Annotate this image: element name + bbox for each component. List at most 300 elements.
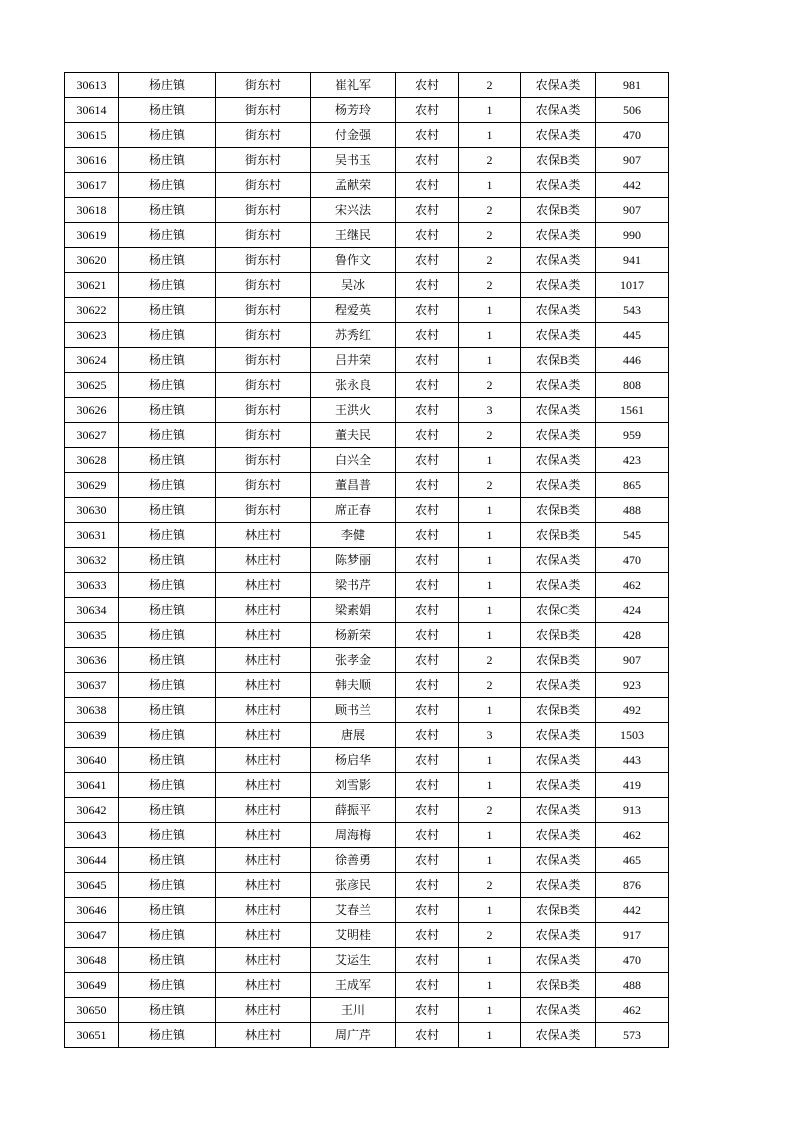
cell-count: 1 — [459, 773, 521, 798]
cell-id: 30614 — [65, 98, 119, 123]
cell-residence: 农村 — [396, 648, 459, 673]
cell-count: 1 — [459, 623, 521, 648]
cell-amount: 876 — [596, 873, 669, 898]
cell-town: 杨庄镇 — [119, 73, 216, 98]
cell-town: 杨庄镇 — [119, 823, 216, 848]
table-row — [65, 823, 669, 848]
cell-residence: 农村 — [396, 973, 459, 998]
table-row — [65, 473, 669, 498]
cell-count: 2 — [459, 473, 521, 498]
cell-amount: 808 — [596, 373, 669, 398]
cell-name: 董昌普 — [311, 473, 396, 498]
cell-town: 杨庄镇 — [119, 523, 216, 548]
cell-category: 农保A类 — [521, 748, 596, 773]
cell-name: 张永良 — [311, 373, 396, 398]
cell-name: 王洪火 — [311, 398, 396, 423]
cell-town: 杨庄镇 — [119, 773, 216, 798]
cell-name: 王成军 — [311, 973, 396, 998]
cell-village: 林庄村 — [216, 623, 311, 648]
cell-category: 农保A类 — [521, 548, 596, 573]
cell-town: 杨庄镇 — [119, 198, 216, 223]
cell-residence: 农村 — [396, 698, 459, 723]
cell-category: 农保A类 — [521, 298, 596, 323]
cell-amount: 470 — [596, 948, 669, 973]
cell-name: 陈梦丽 — [311, 548, 396, 573]
cell-count: 2 — [459, 198, 521, 223]
cell-name: 周广芹 — [311, 1023, 396, 1048]
cell-category: 农保A类 — [521, 223, 596, 248]
table-row — [65, 523, 669, 548]
cell-count: 2 — [459, 273, 521, 298]
table-row — [65, 873, 669, 898]
cell-id: 30618 — [65, 198, 119, 223]
table-row — [65, 123, 669, 148]
cell-category: 农保B类 — [521, 498, 596, 523]
cell-count: 1 — [459, 348, 521, 373]
cell-village: 林庄村 — [216, 523, 311, 548]
table-row — [65, 723, 669, 748]
cell-town: 杨庄镇 — [119, 1023, 216, 1048]
cell-amount: 941 — [596, 248, 669, 273]
cell-residence: 农村 — [396, 173, 459, 198]
cell-residence: 农村 — [396, 298, 459, 323]
cell-count: 1 — [459, 98, 521, 123]
cell-name: 白兴全 — [311, 448, 396, 473]
cell-id: 30630 — [65, 498, 119, 523]
cell-name: 程爱英 — [311, 298, 396, 323]
cell-id: 30626 — [65, 398, 119, 423]
cell-town: 杨庄镇 — [119, 173, 216, 198]
cell-amount: 445 — [596, 323, 669, 348]
cell-amount: 423 — [596, 448, 669, 473]
cell-village: 街东村 — [216, 73, 311, 98]
cell-residence: 农村 — [396, 498, 459, 523]
cell-village: 街东村 — [216, 498, 311, 523]
cell-name: 吕井荣 — [311, 348, 396, 373]
cell-id: 30646 — [65, 898, 119, 923]
table-row — [65, 398, 669, 423]
cell-name: 付金强 — [311, 123, 396, 148]
cell-name: 吴冰 — [311, 273, 396, 298]
cell-town: 杨庄镇 — [119, 598, 216, 623]
table-row — [65, 373, 669, 398]
cell-residence: 农村 — [396, 1023, 459, 1048]
cell-id: 30616 — [65, 148, 119, 173]
cell-name: 苏秀红 — [311, 323, 396, 348]
cell-id: 30613 — [65, 73, 119, 98]
cell-village: 街东村 — [216, 198, 311, 223]
cell-amount: 981 — [596, 73, 669, 98]
table-row — [65, 623, 669, 648]
table-row — [65, 898, 669, 923]
cell-town: 杨庄镇 — [119, 148, 216, 173]
cell-town: 杨庄镇 — [119, 573, 216, 598]
cell-amount: 462 — [596, 823, 669, 848]
cell-village: 林庄村 — [216, 723, 311, 748]
cell-town: 杨庄镇 — [119, 748, 216, 773]
table-row — [65, 948, 669, 973]
cell-name: 杨芳玲 — [311, 98, 396, 123]
cell-village: 街东村 — [216, 323, 311, 348]
cell-count: 1 — [459, 973, 521, 998]
cell-village: 林庄村 — [216, 898, 311, 923]
cell-id: 30625 — [65, 373, 119, 398]
cell-town: 杨庄镇 — [119, 98, 216, 123]
cell-id: 30639 — [65, 723, 119, 748]
cell-category: 农保B类 — [521, 523, 596, 548]
cell-category: 农保A类 — [521, 573, 596, 598]
cell-count: 1 — [459, 848, 521, 873]
cell-amount: 465 — [596, 848, 669, 873]
cell-name: 鲁作文 — [311, 248, 396, 273]
table-row — [65, 248, 669, 273]
cell-residence: 农村 — [396, 273, 459, 298]
cell-village: 林庄村 — [216, 698, 311, 723]
table-row — [65, 423, 669, 448]
cell-residence: 农村 — [396, 623, 459, 648]
cell-amount: 917 — [596, 923, 669, 948]
cell-category: 农保A类 — [521, 373, 596, 398]
cell-village: 林庄村 — [216, 598, 311, 623]
cell-id: 30635 — [65, 623, 119, 648]
cell-name: 杨启华 — [311, 748, 396, 773]
cell-town: 杨庄镇 — [119, 323, 216, 348]
cell-amount: 470 — [596, 123, 669, 148]
cell-town: 杨庄镇 — [119, 948, 216, 973]
cell-count: 2 — [459, 148, 521, 173]
table-row — [65, 648, 669, 673]
cell-count: 2 — [459, 648, 521, 673]
cell-amount: 419 — [596, 773, 669, 798]
cell-category: 农保A类 — [521, 173, 596, 198]
cell-village: 林庄村 — [216, 748, 311, 773]
cell-name: 艾春兰 — [311, 898, 396, 923]
cell-town: 杨庄镇 — [119, 698, 216, 723]
cell-category: 农保A类 — [521, 98, 596, 123]
cell-id: 30640 — [65, 748, 119, 773]
cell-amount: 959 — [596, 423, 669, 448]
cell-village: 林庄村 — [216, 923, 311, 948]
cell-town: 杨庄镇 — [119, 673, 216, 698]
cell-category: 农保A类 — [521, 873, 596, 898]
cell-amount: 543 — [596, 298, 669, 323]
cell-town: 杨庄镇 — [119, 423, 216, 448]
table-row — [65, 748, 669, 773]
cell-count: 1 — [459, 1023, 521, 1048]
cell-village: 街东村 — [216, 223, 311, 248]
cell-category: 农保A类 — [521, 798, 596, 823]
cell-category: 农保A类 — [521, 998, 596, 1023]
cell-name: 崔礼军 — [311, 73, 396, 98]
cell-id: 30645 — [65, 873, 119, 898]
cell-amount: 446 — [596, 348, 669, 373]
table-row — [65, 98, 669, 123]
cell-name: 韩夫顺 — [311, 673, 396, 698]
cell-id: 30647 — [65, 923, 119, 948]
table-row — [65, 673, 669, 698]
cell-id: 30632 — [65, 548, 119, 573]
cell-town: 杨庄镇 — [119, 923, 216, 948]
table-row — [65, 1023, 669, 1048]
cell-count: 1 — [459, 498, 521, 523]
cell-count: 1 — [459, 698, 521, 723]
cell-residence: 农村 — [396, 523, 459, 548]
cell-residence: 农村 — [396, 248, 459, 273]
cell-residence: 农村 — [396, 873, 459, 898]
cell-name: 李健 — [311, 523, 396, 548]
cell-amount: 573 — [596, 1023, 669, 1048]
cell-town: 杨庄镇 — [119, 298, 216, 323]
cell-category: 农保B类 — [521, 898, 596, 923]
cell-town: 杨庄镇 — [119, 398, 216, 423]
cell-count: 1 — [459, 123, 521, 148]
cell-count: 2 — [459, 248, 521, 273]
cell-category: 农保A类 — [521, 848, 596, 873]
cell-id: 30627 — [65, 423, 119, 448]
cell-village: 林庄村 — [216, 948, 311, 973]
cell-village: 街东村 — [216, 398, 311, 423]
cell-village: 街东村 — [216, 423, 311, 448]
cell-residence: 农村 — [396, 123, 459, 148]
cell-id: 30621 — [65, 273, 119, 298]
cell-name: 梁素娟 — [311, 598, 396, 623]
cell-residence: 农村 — [396, 198, 459, 223]
cell-village: 街东村 — [216, 248, 311, 273]
cell-amount: 492 — [596, 698, 669, 723]
cell-amount: 488 — [596, 498, 669, 523]
table-row — [65, 923, 669, 948]
cell-residence: 农村 — [396, 848, 459, 873]
cell-residence: 农村 — [396, 423, 459, 448]
cell-count: 2 — [459, 873, 521, 898]
cell-amount: 923 — [596, 673, 669, 698]
cell-category: 农保A类 — [521, 448, 596, 473]
cell-residence: 农村 — [396, 773, 459, 798]
cell-residence: 农村 — [396, 223, 459, 248]
table-row — [65, 998, 669, 1023]
cell-id: 30650 — [65, 998, 119, 1023]
cell-category: 农保A类 — [521, 248, 596, 273]
cell-residence: 农村 — [396, 448, 459, 473]
table-row — [65, 298, 669, 323]
cell-amount: 907 — [596, 148, 669, 173]
cell-amount: 443 — [596, 748, 669, 773]
cell-count: 1 — [459, 998, 521, 1023]
cell-amount: 470 — [596, 548, 669, 573]
cell-residence: 农村 — [396, 573, 459, 598]
cell-name: 董夫民 — [311, 423, 396, 448]
cell-category: 农保C类 — [521, 598, 596, 623]
cell-count: 1 — [459, 323, 521, 348]
cell-town: 杨庄镇 — [119, 548, 216, 573]
cell-amount: 488 — [596, 973, 669, 998]
table-row — [65, 848, 669, 873]
cell-amount: 428 — [596, 623, 669, 648]
table-row — [65, 448, 669, 473]
cell-category: 农保A类 — [521, 473, 596, 498]
cell-name: 席正春 — [311, 498, 396, 523]
cell-category: 农保A类 — [521, 673, 596, 698]
cell-residence: 农村 — [396, 798, 459, 823]
cell-amount: 506 — [596, 98, 669, 123]
cell-town: 杨庄镇 — [119, 873, 216, 898]
cell-village: 街东村 — [216, 298, 311, 323]
cell-village: 林庄村 — [216, 648, 311, 673]
cell-amount: 913 — [596, 798, 669, 823]
cell-count: 3 — [459, 723, 521, 748]
cell-village: 林庄村 — [216, 773, 311, 798]
cell-id: 30643 — [65, 823, 119, 848]
cell-category: 农保A类 — [521, 1023, 596, 1048]
cell-count: 1 — [459, 823, 521, 848]
cell-name: 王继民 — [311, 223, 396, 248]
cell-residence: 农村 — [396, 948, 459, 973]
cell-count: 1 — [459, 448, 521, 473]
cell-count: 2 — [459, 923, 521, 948]
cell-town: 杨庄镇 — [119, 898, 216, 923]
cell-village: 街东村 — [216, 373, 311, 398]
cell-id: 30642 — [65, 798, 119, 823]
cell-village: 林庄村 — [216, 1023, 311, 1048]
cell-name: 王川 — [311, 998, 396, 1023]
cell-name: 顾书兰 — [311, 698, 396, 723]
cell-id: 30644 — [65, 848, 119, 873]
cell-town: 杨庄镇 — [119, 498, 216, 523]
cell-id: 30631 — [65, 523, 119, 548]
cell-village: 街东村 — [216, 273, 311, 298]
cell-id: 30615 — [65, 123, 119, 148]
table-row — [65, 323, 669, 348]
cell-id: 30633 — [65, 573, 119, 598]
cell-count: 2 — [459, 798, 521, 823]
cell-amount: 1561 — [596, 398, 669, 423]
cell-category: 农保A类 — [521, 948, 596, 973]
cell-id: 30634 — [65, 598, 119, 623]
cell-village: 街东村 — [216, 448, 311, 473]
cell-name: 徐善勇 — [311, 848, 396, 873]
cell-name: 刘雪影 — [311, 773, 396, 798]
cell-id: 30623 — [65, 323, 119, 348]
cell-residence: 农村 — [396, 98, 459, 123]
cell-village: 林庄村 — [216, 798, 311, 823]
cell-count: 1 — [459, 523, 521, 548]
cell-village: 林庄村 — [216, 848, 311, 873]
table-row — [65, 698, 669, 723]
cell-amount: 865 — [596, 473, 669, 498]
cell-residence: 农村 — [396, 323, 459, 348]
cell-count: 1 — [459, 173, 521, 198]
cell-count: 1 — [459, 748, 521, 773]
cell-category: 农保B类 — [521, 648, 596, 673]
cell-id: 30637 — [65, 673, 119, 698]
cell-village: 林庄村 — [216, 573, 311, 598]
cell-name: 杨新荣 — [311, 623, 396, 648]
table-row — [65, 73, 669, 98]
cell-count: 1 — [459, 598, 521, 623]
cell-name: 孟献荣 — [311, 173, 396, 198]
cell-count: 1 — [459, 298, 521, 323]
cell-village: 街东村 — [216, 123, 311, 148]
cell-count: 1 — [459, 548, 521, 573]
cell-id: 30617 — [65, 173, 119, 198]
cell-id: 30651 — [65, 1023, 119, 1048]
cell-residence: 农村 — [396, 148, 459, 173]
table-row — [65, 223, 669, 248]
cell-residence: 农村 — [396, 398, 459, 423]
cell-id: 30628 — [65, 448, 119, 473]
cell-residence: 农村 — [396, 598, 459, 623]
table-row — [65, 148, 669, 173]
cell-count: 2 — [459, 223, 521, 248]
cell-town: 杨庄镇 — [119, 248, 216, 273]
cell-count: 1 — [459, 573, 521, 598]
cell-amount: 442 — [596, 898, 669, 923]
table-row — [65, 348, 669, 373]
cell-category: 农保B类 — [521, 973, 596, 998]
cell-village: 街东村 — [216, 173, 311, 198]
cell-residence: 农村 — [396, 673, 459, 698]
cell-name: 唐展 — [311, 723, 396, 748]
cell-village: 林庄村 — [216, 973, 311, 998]
cell-category: 农保A类 — [521, 398, 596, 423]
cell-village: 林庄村 — [216, 548, 311, 573]
cell-id: 30648 — [65, 948, 119, 973]
cell-residence: 农村 — [396, 348, 459, 373]
cell-town: 杨庄镇 — [119, 123, 216, 148]
cell-village: 林庄村 — [216, 873, 311, 898]
cell-count: 1 — [459, 898, 521, 923]
cell-town: 杨庄镇 — [119, 973, 216, 998]
cell-name: 宋兴法 — [311, 198, 396, 223]
cell-residence: 农村 — [396, 748, 459, 773]
table-row — [65, 573, 669, 598]
cell-id: 30649 — [65, 973, 119, 998]
cell-village: 林庄村 — [216, 823, 311, 848]
cell-name: 张孝金 — [311, 648, 396, 673]
cell-residence: 农村 — [396, 723, 459, 748]
table-body — [65, 73, 669, 1048]
cell-category: 农保A类 — [521, 323, 596, 348]
cell-category: 农保A类 — [521, 923, 596, 948]
cell-residence: 农村 — [396, 998, 459, 1023]
cell-category: 农保A类 — [521, 123, 596, 148]
cell-amount: 462 — [596, 573, 669, 598]
cell-residence: 农村 — [396, 473, 459, 498]
table-row — [65, 773, 669, 798]
cell-village: 街东村 — [216, 473, 311, 498]
cell-id: 30622 — [65, 298, 119, 323]
cell-town: 杨庄镇 — [119, 623, 216, 648]
cell-town: 杨庄镇 — [119, 473, 216, 498]
cell-town: 杨庄镇 — [119, 448, 216, 473]
cell-category: 农保A类 — [521, 823, 596, 848]
cell-id: 30636 — [65, 648, 119, 673]
cell-id: 30629 — [65, 473, 119, 498]
cell-residence: 农村 — [396, 898, 459, 923]
cell-id: 30620 — [65, 248, 119, 273]
cell-town: 杨庄镇 — [119, 648, 216, 673]
cell-amount: 907 — [596, 648, 669, 673]
table-row — [65, 273, 669, 298]
cell-category: 农保A类 — [521, 273, 596, 298]
cell-name: 张彦民 — [311, 873, 396, 898]
cell-category: 农保A类 — [521, 723, 596, 748]
cell-count: 2 — [459, 423, 521, 448]
cell-category: 农保B类 — [521, 698, 596, 723]
cell-village: 林庄村 — [216, 673, 311, 698]
table-row — [65, 548, 669, 573]
cell-town: 杨庄镇 — [119, 348, 216, 373]
